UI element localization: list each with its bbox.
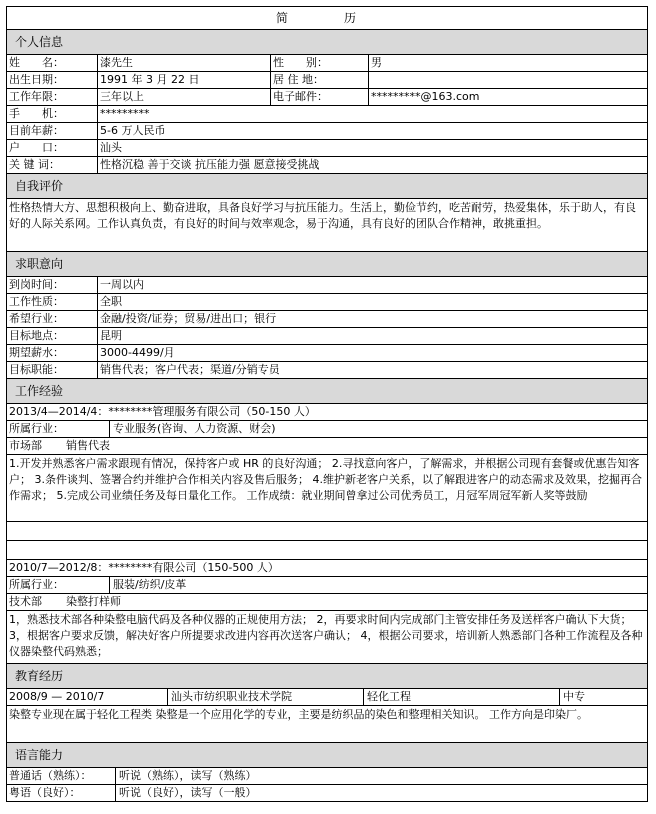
hukou-label: 户 口： (7, 140, 98, 156)
personal-row-keywords (6, 157, 648, 174)
blank-row (6, 541, 648, 560)
email-label: 电子邮件： (271, 89, 369, 105)
personal-row-birth (6, 72, 648, 89)
job-description: 1.开发并熟悉客户需求跟现有情况，保持客户或 HR 的良好沟通； 2.寻找意向客户，了解需求，并根据公司现有套餐或优惠告知客户； 3.条件谈判、签署合约并维护合作相关内容及售后服务； 4.维护新老客户关系，以了解跟进客户的动态需求及效果，挖掘再合作需求； 5.完成公司业绩任务及每日量化工作。 工作成绩：就业期间曾拿过公司优秀员工，月冠军周冠军新人奖等鼓励 (6, 455, 648, 522)
self-evaluation-text: 性格热情大方、思想积极向上、勤奋进取，具备良好学习与抗压能力。生活上，勤俭节约，吃苦耐劳，热爱集体，乐于助人，有良好的人际关系网。工作认真负责，有良好的时间与效率观念，易于沟通，具有良好的团队合作精神，敢挑重担。 (6, 199, 648, 252)
intent-row (6, 311, 648, 328)
lang-name: 普通话（熟练）： (7, 768, 116, 784)
section-work (6, 379, 648, 404)
section-self (6, 174, 648, 199)
intent-row (6, 328, 648, 345)
intent-row (6, 362, 648, 379)
lang-name: 粤语（良好）： (7, 785, 116, 801)
keywords-value: 性格沉稳 善于交谈 抗压能力强 愿意接受挑战 (100, 158, 320, 171)
resume-title (6, 6, 648, 30)
personal-row-name (6, 55, 648, 72)
resume-document (6, 6, 648, 802)
section-intent-label: 求职意向 (15, 257, 64, 271)
intent-value: 销售代表；客户代表；渠道/分销专员 (100, 363, 280, 376)
job-industry-label: 所属行业： (7, 421, 110, 437)
job-period-text: 2013/4—2014/4：********管理服务有限公司（50-150 人） (9, 405, 316, 418)
job-industry (6, 421, 648, 438)
section-self-label: 自我评价 (15, 179, 64, 193)
section-lang (6, 743, 648, 768)
gender-value: 男 (371, 56, 382, 69)
job-industry-label: 所属行业： (7, 577, 110, 593)
intent-value: 一周以内 (100, 278, 144, 291)
residence-value (369, 72, 541, 88)
edu-major: 轻化工程 (365, 689, 560, 705)
intent-label: 目标地点： (7, 328, 98, 344)
job-position (6, 594, 648, 611)
lang-row (6, 785, 648, 802)
name-value: 漆先生 (98, 55, 271, 71)
personal-row-hukou (6, 140, 648, 157)
hukou-value: 汕头 (100, 141, 122, 154)
personal-row-years (6, 89, 648, 106)
job-dept: 技术部 (9, 595, 42, 608)
job-description: 1，熟悉技术部各种染整电脑代码及各种仪器的正规使用方法； 2，再要求时间内完成部门主管安排任务及送样客户确认下大货； 3，根据客户要求反馈，解决好客户所提要求改进内容再次送客户确认； 4，根据公司要求，培训新人熟悉部门各种工作流程及各种仪器染整代码熟悉； (6, 611, 648, 664)
years-value: 三年以上 (98, 89, 271, 105)
job-industry-value: 服装/纺织/皮革 (113, 578, 187, 591)
section-personal (6, 30, 648, 55)
intent-label: 到岗时间： (7, 277, 98, 293)
section-edu-label: 教育经历 (15, 669, 64, 683)
edu-period: 2008/9 — 2010/7 (7, 689, 168, 705)
salary-value: 5-6 万人民币 (100, 124, 166, 137)
section-edu (6, 664, 648, 689)
birth-label: 出生日期： (7, 72, 98, 88)
intent-label: 期望薪水： (7, 345, 98, 361)
edu-row (6, 689, 648, 706)
section-work-label: 工作经验 (15, 384, 64, 398)
intent-row (6, 277, 648, 294)
job-industry-value: 专业服务(咨询、人力资源、财会) (113, 422, 276, 435)
intent-value: 金融/投资/证券；贸易/进出口；银行 (100, 312, 277, 325)
phone-value: ********* (100, 107, 150, 120)
section-intent (6, 252, 648, 277)
phone-label: 手 机： (7, 106, 98, 122)
gender-label: 性 别： (271, 55, 369, 71)
section-lang-label: 语言能力 (15, 748, 64, 762)
section-personal-label: 个人信息 (15, 35, 64, 49)
title-text: 简 历 (275, 11, 378, 25)
job-position (6, 438, 648, 455)
lang-level: 听说（熟练），读写（熟练） (119, 769, 257, 782)
job-position-text: 销售代表 (66, 439, 110, 452)
intent-value: 昆明 (100, 329, 122, 342)
intent-label: 希望行业： (7, 311, 98, 327)
personal-row-salary (6, 123, 648, 140)
job-period (6, 404, 648, 421)
job-period-text: 2010/7—2012/8：********有限公司（150-500 人） (9, 561, 279, 574)
intent-row (6, 345, 648, 362)
salary-label: 目前年薪： (7, 123, 98, 139)
name-label: 姓 名： (7, 55, 98, 71)
lang-row (6, 768, 648, 785)
personal-row-phone (6, 106, 648, 123)
edu-description: 染整专业现在属于轻化工程类 染整是一个应用化学的专业，主要是纺织品的染色和整理相关知识。 工作方向是印染厂。 (6, 706, 648, 743)
residence-label: 居 住 地： (271, 72, 369, 88)
intent-label: 目标职能： (7, 362, 98, 378)
job-industry (6, 577, 648, 594)
email-value: *********@163.com (371, 90, 480, 103)
intent-value: 3000-4499/月 (100, 346, 175, 359)
intent-row (6, 294, 648, 311)
blank-row (6, 522, 648, 541)
intent-value: 全职 (100, 295, 122, 308)
job-position-text: 染整打样师 (66, 595, 121, 608)
job-period (6, 560, 648, 577)
years-label: 工作年限： (7, 89, 98, 105)
edu-degree: 中专 (563, 690, 585, 703)
job-dept: 市场部 (9, 439, 42, 452)
intent-label: 工作性质： (7, 294, 98, 310)
edu-school: 汕头市纺织职业技术学院 (169, 689, 364, 705)
lang-level: 听说（良好），读写（一般） (119, 786, 257, 799)
birth-value: 1991 年 3 月 22 日 (98, 72, 271, 88)
keywords-label: 关 键 词： (7, 157, 98, 173)
